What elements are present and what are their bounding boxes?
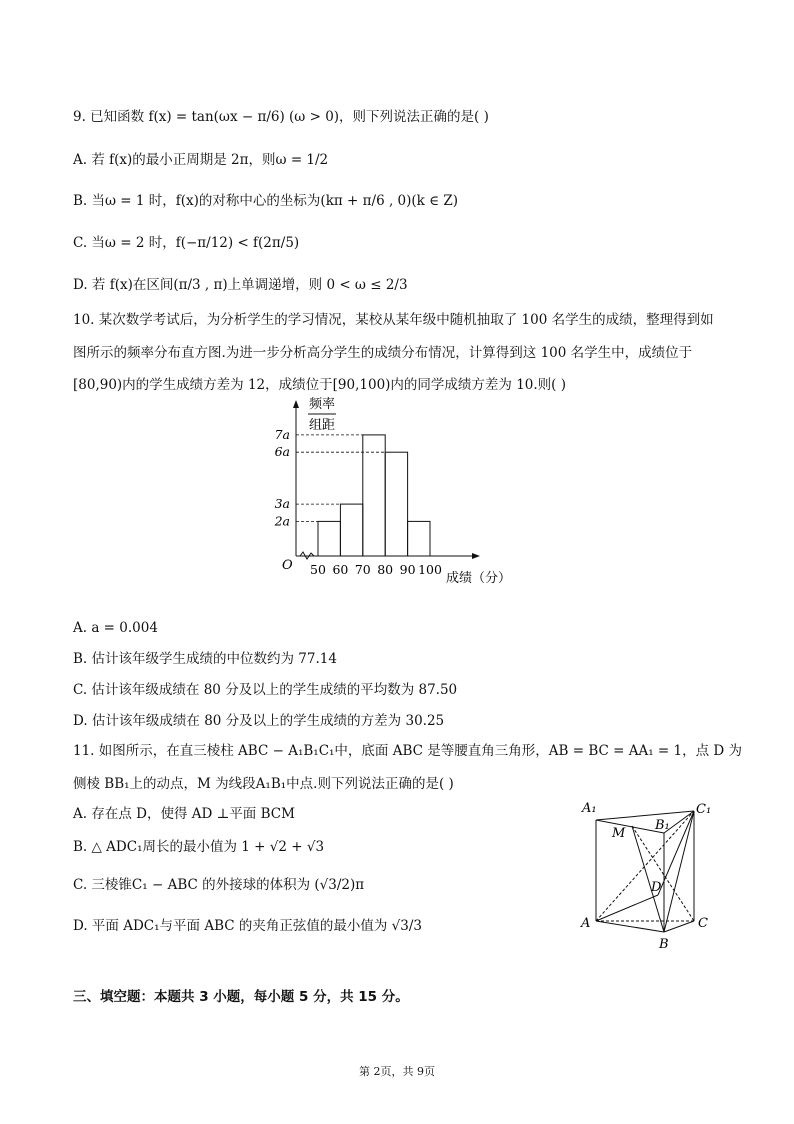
q10-option-a: A. a = 0.004: [73, 620, 158, 636]
y-tick-label: 6a: [274, 444, 290, 460]
frequency-histogram: [270, 392, 530, 592]
q11-option-a: A. 存在点 D，使得 AD ⊥平面 BCM: [73, 806, 295, 822]
y-axis-label-bottom: 组距: [308, 418, 336, 433]
q10-option-b: B. 估计该年级学生成绩的中位数约为 77.14: [73, 651, 337, 667]
y-axis-label-top: 频率: [308, 397, 336, 412]
edge-a1-c1: [596, 811, 694, 820]
segment-m-b: [632, 826, 664, 932]
label-a: A: [581, 916, 591, 931]
q11-option-c: C. 三棱锥C₁ − ABC 的外接球的体积为 (√3/2)π: [73, 877, 365, 893]
x-tick-label: 60: [332, 562, 349, 577]
histogram-bar: [408, 521, 430, 556]
edge-b-c: [664, 921, 694, 932]
q10-option-d: D. 估计该年级成绩在 80 分及以上的学生成绩的方差为 30.25: [73, 713, 445, 729]
x-tick-label: 70: [354, 562, 371, 577]
page-footer: 第 2页，共 9页: [359, 1065, 435, 1078]
origin-label: O: [282, 558, 293, 573]
label-b: B: [659, 937, 669, 952]
q10-stem-line-3: [80,90)内的学生成绩方差为 12，成绩位于[90,100)内的同学成绩方差为 10.则( ): [73, 377, 567, 393]
label-c1: C₁: [696, 802, 712, 817]
q9-option-a: A. 若 f(x)的最小正周期是 2π，则ω = 1/2: [73, 152, 329, 168]
q9-option-c: C. 当ω = 2 时，f(−π/12) < f(2π/5): [73, 235, 300, 251]
q9-option-d: D. 若 f(x)在区间(π/3 , π)上单调递增，则 0 < ω ≤ 2/3: [73, 277, 408, 293]
histogram-bar: [340, 504, 362, 556]
q10-option-c: C. 估计该年级成绩在 80 分及以上的学生成绩的平均数为 87.50: [73, 682, 458, 698]
q10-stem-line-2: 图所示的频率分布直方图.为进一步分析高分学生的成绩分布情况，计算得到这 100 名学生中，成绩位于: [73, 345, 693, 361]
label-m: M: [612, 826, 626, 841]
q10-stem-line-1: 10. 某次数学考试后，为分析学生的学习情况，某校从某年级中随机抽取了 100 名学生的成绩，整理得到如: [73, 312, 714, 328]
label-a1: A₁: [582, 801, 597, 816]
edge-a1-b1: [596, 820, 664, 833]
x-tick-label: 100: [418, 562, 442, 577]
q11-option-b: B. △ ADC₁周长的最小值为 1 + √2 + √3: [73, 839, 325, 855]
q11-stem-line-2: 侧棱 BB₁上的动点，M 为线段A₁B₁中点.则下列说法正确的是( ): [73, 776, 454, 792]
q9-option-b: B. 当ω = 1 时，f(x)的对称中心的坐标为(kπ + π/6 , 0)(k ∈ Z): [73, 193, 459, 209]
y-tick-label: 7a: [274, 426, 290, 442]
histogram-bar: [318, 521, 340, 556]
q11-stem-line-1: 11. 如图所示，在直三棱柱 ABC − A₁B₁C₁中，底面 ABC 是等腰直角三角形，AB = BC = AA₁ = 1，点 D 为: [73, 743, 743, 759]
histogram-bar: [363, 435, 385, 556]
histogram-bar: [385, 452, 407, 556]
y-tick-label: 2a: [274, 513, 290, 529]
y-axis-arrow: [293, 400, 299, 408]
q11-option-d: D. 平面 ADC₁与平面 ABC 的夹角正弦值的最小值为 √3/3: [73, 918, 422, 934]
edge-a-b: [596, 921, 664, 932]
prism-figure: [576, 795, 718, 953]
segment-a-d: [596, 895, 658, 921]
x-tick-label: 90: [399, 562, 416, 577]
y-tick-label: 3a: [274, 496, 290, 512]
x-tick-label: 50: [310, 562, 326, 577]
label-d: D: [651, 880, 662, 895]
hidden-segment-a-c1: [596, 811, 694, 921]
x-tick-label: 80: [377, 562, 394, 577]
x-axis-arrow: [472, 553, 480, 559]
label-b1: B₁: [655, 818, 670, 833]
hidden-segment-m-c: [632, 826, 694, 921]
label-c: C: [698, 916, 708, 931]
q9-stem: 9. 已知函数 f(x) = tan(ωx − π/6) (ω > 0)，则下列说法正确的是( ): [73, 109, 489, 125]
section-3-heading: 三、填空题：本题共 3 小题，每小题 5 分，共 15 分。: [73, 989, 409, 1005]
x-axis-label: 成绩（分）: [446, 571, 512, 586]
